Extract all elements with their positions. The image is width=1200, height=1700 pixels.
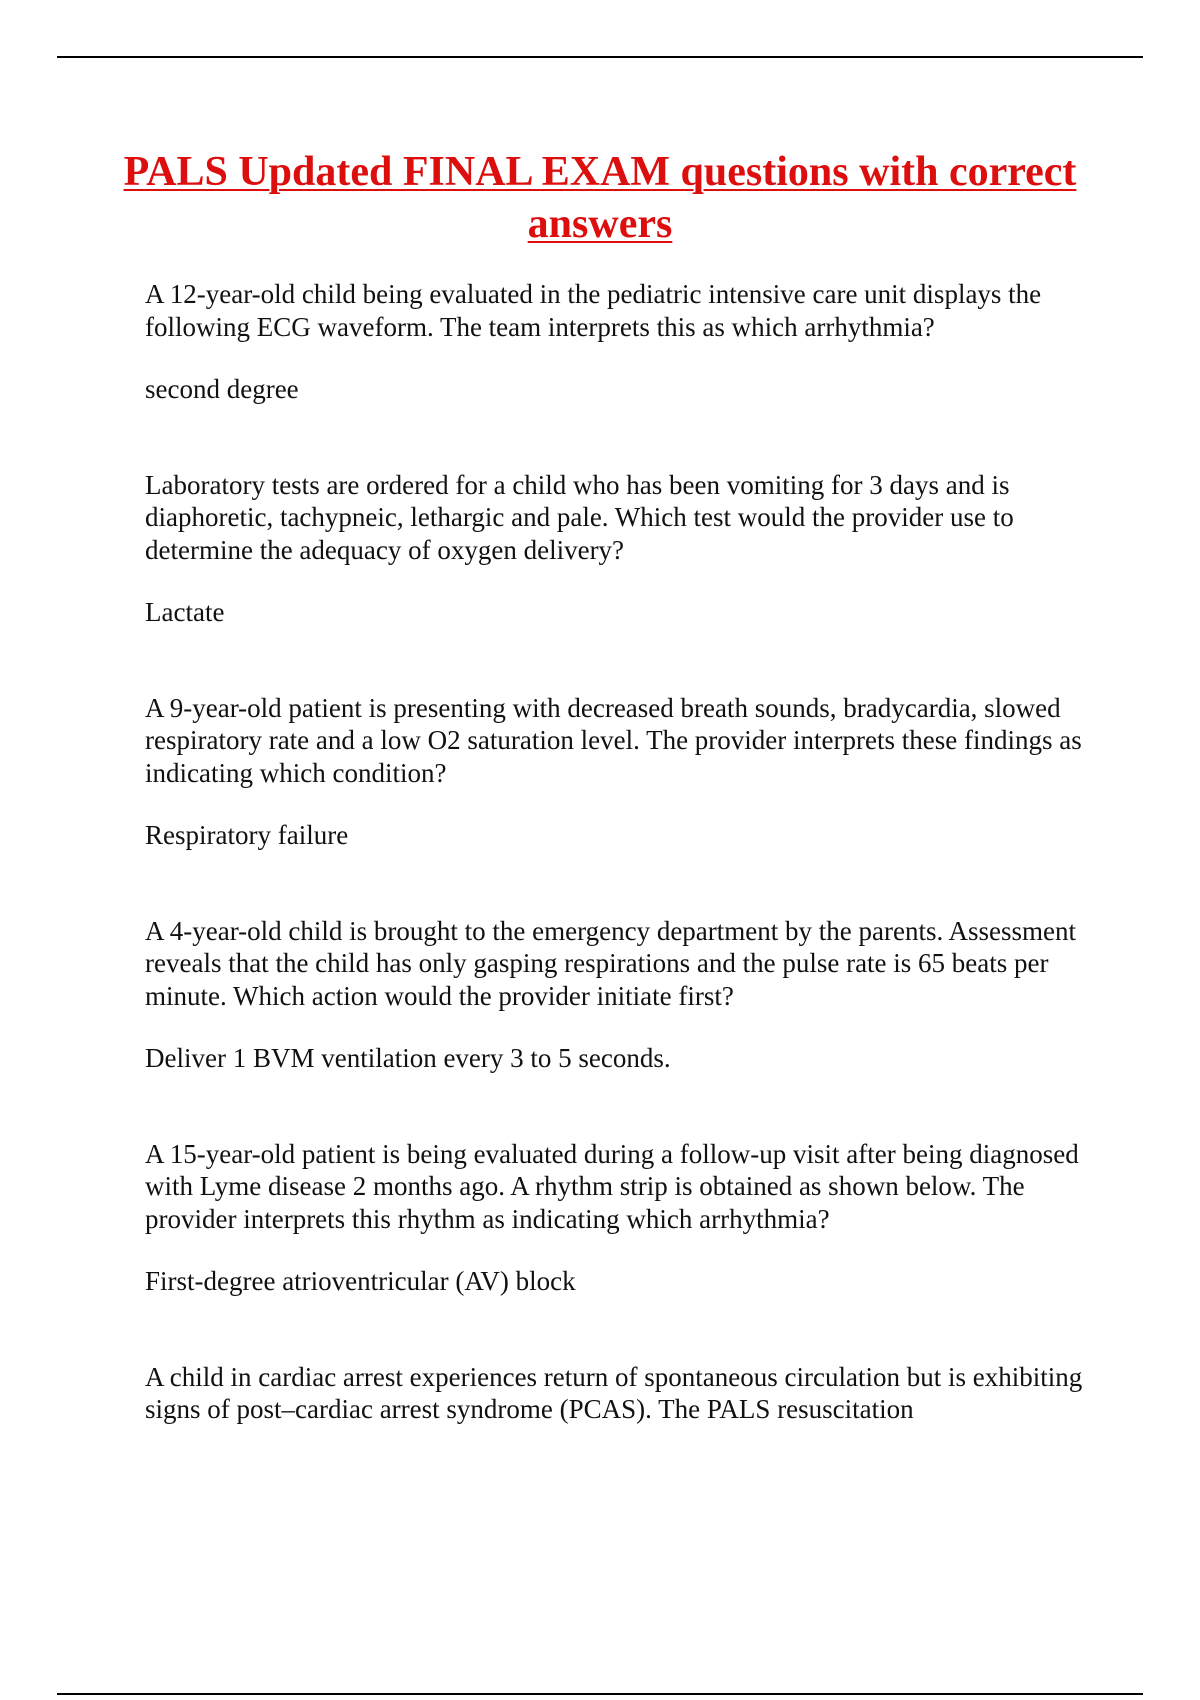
qa-item-2	[145, 469, 1095, 629]
qa-item-3	[145, 692, 1095, 852]
answer-text: second degree	[145, 374, 299, 404]
qa-item-5	[145, 1138, 1095, 1298]
qa-item-1	[145, 278, 1095, 406]
question-text: A 9-year-old patient is presenting with decreased breath sounds, bradycardia, slowed respiratory rate and a low O2 saturation level. The provider interprets these findings as indicating which condition?	[145, 692, 1082, 788]
qa-list	[145, 278, 1095, 1426]
answer-text: Respiratory failure	[145, 820, 349, 850]
question-text: Laboratory tests are ordered for a child who has been vomiting for 3 days and is diaphoretic, tachypneic, lethargic and pale. Which test would the provider use to determine the adequacy of oxygen delivery?	[145, 469, 1014, 565]
answer-text: Lactate	[145, 597, 225, 627]
answer-text: Deliver 1 BVM ventilation every 3 to 5 seconds.	[145, 1043, 671, 1073]
question-text: A child in cardiac arrest experiences return of spontaneous circulation but is exhibiting signs of post–cardiac arrest syndrome (PCAS). The PALS resuscitation	[145, 1361, 1083, 1424]
question-text: A 12-year-old child being evaluated in the pediatric intensive care unit displays the following ECG waveform. The team interprets this as which arrhythmia?	[145, 279, 1042, 342]
question-text: A 4-year-old child is brought to the emergency department by the parents. Assessment reveals that the child has only gasping respirations and the pulse rate is 65 beats per minute. Which action would the provider initiate first?	[145, 915, 1076, 1011]
document-title: PALS Updated FINAL EXAM questions with correct answers	[123, 149, 1077, 247]
question-text: A 15-year-old patient is being evaluated during a follow-up visit after being diagnosed with Lyme disease 2 months ago. A rhythm strip is obtained as shown below. The provider interprets this rhythm as indicating which arrhythmia?	[145, 1138, 1079, 1234]
answer-text: First-degree atrioventricular (AV) block	[145, 1266, 576, 1296]
bottom-rule	[57, 1693, 1143, 1695]
qa-item-4	[145, 915, 1095, 1075]
qa-item-6	[145, 1361, 1095, 1426]
top-rule	[57, 56, 1143, 58]
